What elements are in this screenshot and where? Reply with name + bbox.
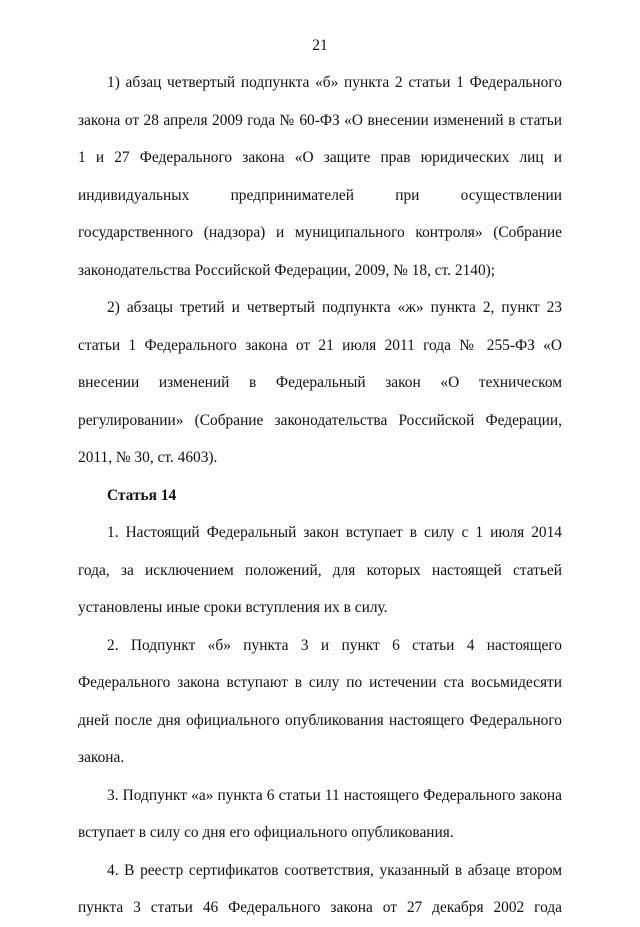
paragraph-article-14-item-4: 4. В реестр сертификатов соответствия, указанный в абзаце втором пункта 3 статьи 46 Федерального закона от 27 декабря 2002 года: [78, 861, 562, 916]
paragraph-article-14-item-1: 1. Настоящий Федеральный закон вступает в силу с 1 июля 2014 года, за исключением положений, для которых настоящей статьей установлены иные сроки вступления их в силу.: [78, 524, 562, 616]
paragraph-article-14-item-3: 3. Подпункт «а» пункта 6 статьи 11 настоящего Федерального закона вступает в силу со дня его официального опубликования.: [78, 786, 562, 841]
page-number: 21: [312, 37, 328, 54]
article-heading: Статья 14: [107, 486, 177, 504]
paragraph-repeal-item-2: 2) абзацы третий и четвертый подпункта «ж» пункта 2, пункт 23 статьи 1 Федерального закона от 21 июля 2011 года № 255-ФЗ «О внесении изменений в Федеральный закон «О техническом регулировании» (Собрание законодательства Российской Федерации, 2011, № 30, ст. 4603).: [78, 299, 562, 466]
paragraph-repeal-item-1: 1) абзац четвертый подпункта «б» пункта 2 статьи 1 Федерального закона от 28 апреля 2009 года № 60-ФЗ «О внесении изменений в статьи 1 и 27 Федерального закона «О защите прав юридических лиц и индивидуальных предпринимателей при осуществлении государственного (надзора) и муниципального контроля» (Собрание законодательства Российской Федерации, 2009, № 18, ст. 2140);: [78, 74, 562, 279]
document-body: [78, 64, 562, 927]
paragraph-article-14-item-2: 2. Подпункт «б» пункта 3 и пункт 6 статьи 4 настоящего Федерального закона вступают в силу по истечении ста восьмидесяти дней после дня официального опубликования настоящего Федерального закона.: [78, 636, 562, 766]
